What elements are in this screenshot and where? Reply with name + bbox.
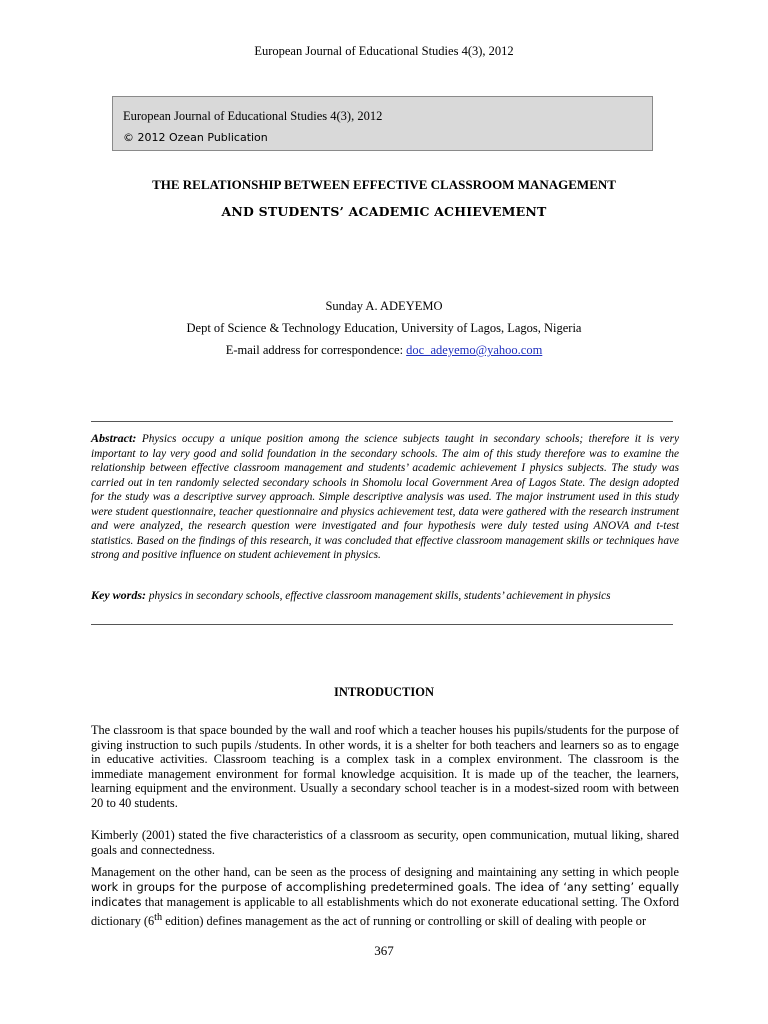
journal-citation: European Journal of Educational Studies 4(3), 2012 — [123, 109, 383, 123]
abstract — [91, 431, 679, 563]
email-label: E-mail address for correspondence: — [225, 343, 407, 357]
author-affiliation: Dept of Science & Technology Education, University of Lagos, Lagos, Nigeria — [186, 321, 582, 335]
paragraph-3-part-a: Management on the other hand, can be seen as the process of designing and maintaining any setting in which people — [91, 865, 679, 879]
divider-bottom — [91, 624, 673, 625]
article-title-line-2: AND STUDENTS’ ACADEMIC ACHIEVEMENT — [221, 204, 547, 219]
copyright-notice: © 2012 Ozean Publication — [123, 131, 268, 144]
paragraph-3-part-d: edition) defines management as the act of running or controlling or skill of dealing with people or — [162, 913, 647, 928]
journal-header-box — [112, 96, 653, 151]
paragraph-3 — [91, 865, 679, 928]
section-heading-introduction: INTRODUCTION — [333, 685, 434, 699]
page-number: 367 — [374, 943, 394, 958]
author-block — [0, 295, 768, 361]
keywords-text: physics in secondary schools, effective classroom management skills, students’ achievement in physics — [148, 590, 611, 602]
paragraph-1: The classroom is that space bounded by the wall and roof which a teacher houses his pupils/students for the purpose of giving instruction to such pupils /students. In other words, it is a shelter for both teachers and learners so as to engage in educative activities. Classroom teaching is a complex task in a complex environment. The classroom is the immediate management environment for formal knowledge acquisition. It is made up of the teacher, the learners, learning equipment and the environment. Usually a secondary school teacher is in a modest-sized room with between 20 to 40 students. — [91, 723, 679, 810]
paragraph-3-part-c: that management is applicable to all establishments which do not exonerate educational setting. The Oxford dictionary (6 — [91, 895, 679, 928]
article-title-line-1: THE RELATIONSHIP BETWEEN EFFECTIVE CLASSROOM MANAGEMENT — [152, 177, 616, 192]
author-email-line — [0, 339, 768, 361]
running-head: European Journal of Educational Studies 4(3), 2012 — [254, 44, 514, 58]
email-link[interactable]: doc_adeyemo@yahoo.com — [406, 343, 543, 357]
paragraph-3-part-b: work in groups for the purpose of accomplishing predetermined goals. The idea of ‘any setting’ equally indicates — [91, 880, 679, 910]
abstract-label: Abstract: — [91, 431, 137, 445]
keywords — [91, 588, 679, 603]
edition-superscript: th — [154, 911, 163, 923]
author-name: Sunday A. ADEYEMO — [325, 299, 443, 313]
keywords-label: Key words: — [91, 588, 146, 602]
divider-top — [91, 421, 673, 422]
paragraph-2: Kimberly (2001) stated the five characteristics of a classroom as security, open communication, mutual liking, shared goals and connectedness. — [91, 828, 679, 857]
abstract-text: Physics occupy a unique position among the science subjects taught in secondary schools; therefore it is very important to lay very good and solid foundation in the secondary schools. The aim of this study therefore was to examine the relationship between effective classroom management and students’ academic achievement I physics subjects. The study was carried out in ten randomly selected secondary schools in Shomolu local Government Area of Lagos State. The design adopted for the study was a descriptive survey approach. Simple descriptive analysis was used. The major instrument used in this study were student questionnaire, teacher questionnaire and physics achievement test, data were gathered with the research instrument and were analyzed, the research question were investigated and four hypothesis were duly tested using ANOVA and t-test statistics. Based on the findings of this research, it was concluded that effective classroom management skills or techniques have strong and positive influence on student achievement in physics. — [91, 433, 680, 561]
